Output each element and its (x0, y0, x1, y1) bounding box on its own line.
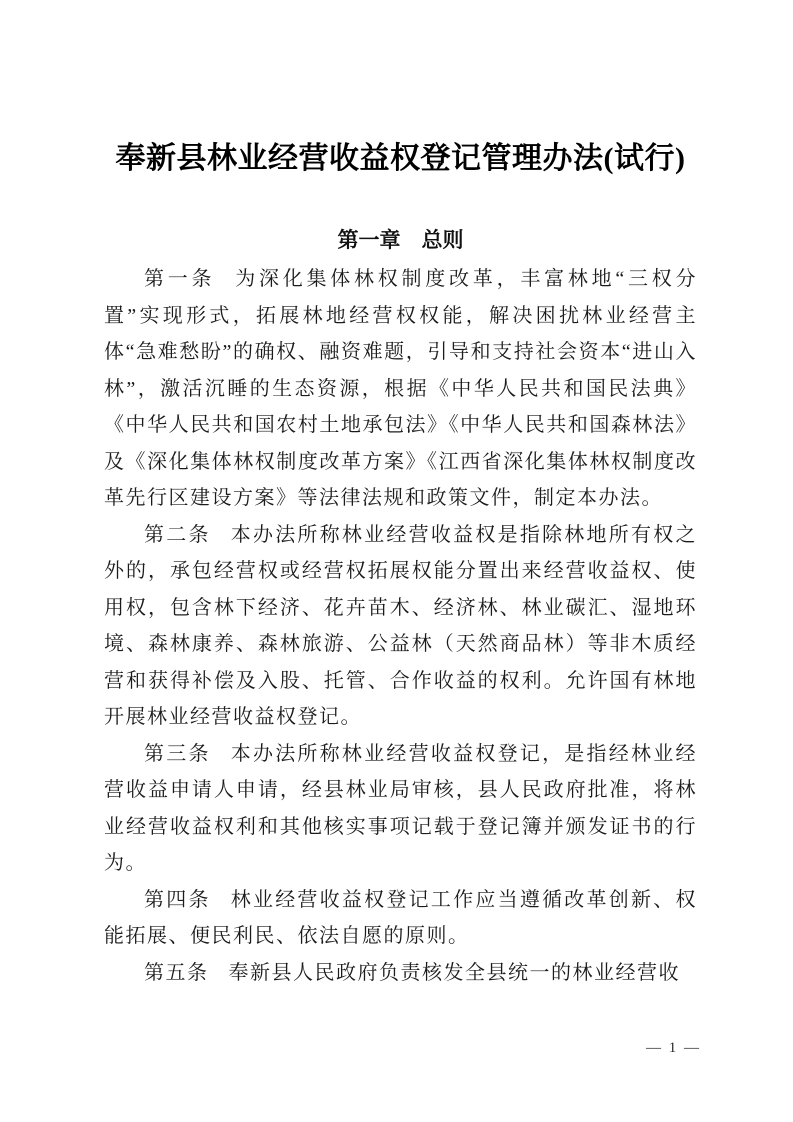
page-number: — 1 — (646, 1040, 701, 1056)
article-paragraph (104, 517, 697, 736)
article-text: 林业经营收益权登记工作应当遵循改革创新、权能拓展、便民利民、依法自愿的原则。 (104, 888, 698, 947)
article-paragraph (104, 736, 697, 882)
article-paragraph (104, 261, 697, 517)
article-label: 第二条 (144, 523, 211, 546)
document-body (104, 261, 697, 991)
document-title: 奉新县林业经营收益权登记管理办法(试行) (115, 142, 686, 175)
chapter-heading (104, 228, 697, 254)
chapter-label: 第一章 (337, 229, 401, 252)
article-text: 为深化集体林权制度改革，丰富林地“三权分置”实现形式，拓展林地经营权权能，解决困扰林业经营主体“急难愁盼”的确权、融资难题，引导和支持社会资本“进山入林”，激活沉睡的生态资源，根据《中华人民共和国民法典》《中华人民共和国农村土地承包法》《中华人民共和国森林法》及《深化集体林权制度改革方案》《江西省深化集体林权制度改革先行区建设方案》等法律法规和政策文件，制定本办法。 (104, 268, 697, 509)
article-paragraph (104, 955, 697, 992)
article-label: 第四条 (144, 888, 211, 911)
article-label: 第五条 (144, 961, 209, 984)
chapter-title: 总则 (421, 229, 464, 252)
article-label: 第一条 (144, 268, 216, 290)
article-text: 奉新县人民政府负责核发全县统一的林业经营收 (228, 961, 680, 984)
article-paragraph (104, 882, 697, 955)
article-label: 第三条 (144, 742, 211, 765)
article-text: 本办法所称林业经营收益权登记，是指经林业经营收益申请人申请，经县林业局审核，县人民政府批准，将林业经营收益权利和其他核实事项记载于登记簿并颁发证书的行为。 (104, 742, 698, 874)
article-text: 本办法所称林业经营收益权是指除林地所有权之外的，承包经营权或经营权拓展权能分置出来经营收益权、使用权，包含林下经济、花卉苗木、经济林、林业碳汇、湿地环境、森林康养、森林旅游、公益林（天然商品林）等非木质经营和获得补偿及入股、托管、合作收益的权利。允许国有林地开展林业经营收益权登记。 (104, 523, 698, 728)
